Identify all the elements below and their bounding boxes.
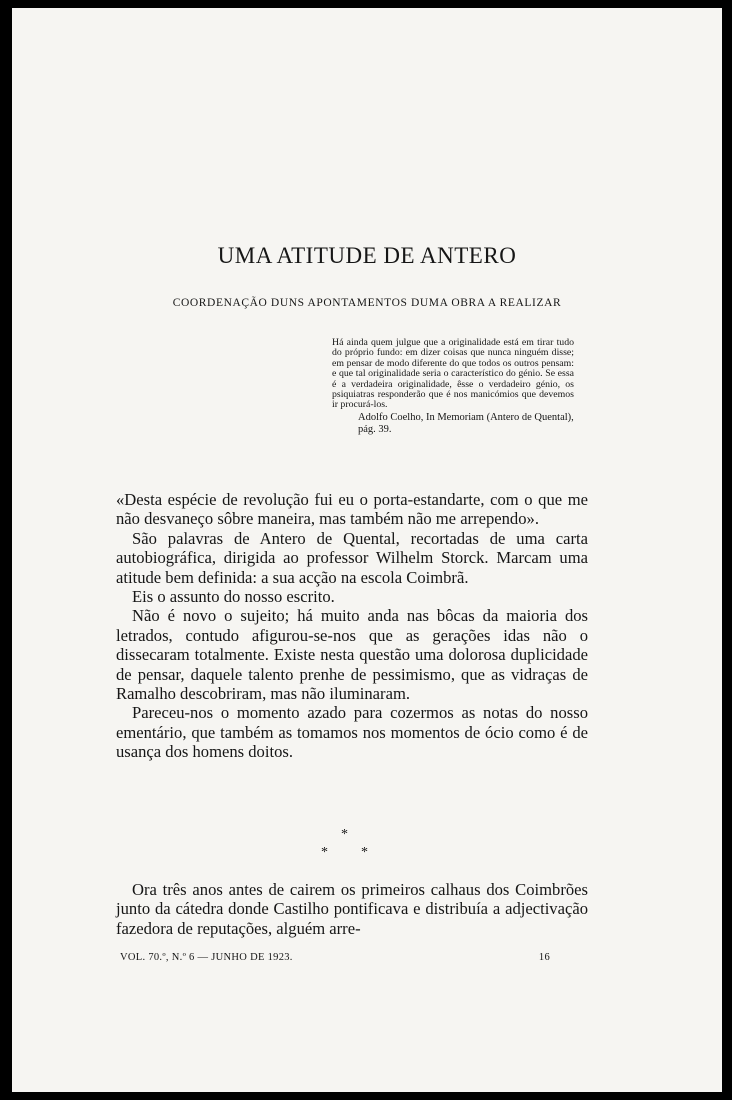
separator-star: *	[341, 827, 348, 842]
page-footer	[120, 951, 550, 965]
paragraph: São palavras de Antero de Quental, recortadas de uma carta autobiográfica, dirigida ao professor Wilhelm Storck. Marcam uma atitude bem definida: a sua acção na escola Coimbrã.	[116, 528, 588, 587]
section-separator	[317, 828, 377, 864]
paragraph: Ora três anos antes de cairem os primeiros calhaus dos Coimbrões junto da cátedra donde Castilho pontificava e distribuía a adjectivação fazedora de reputações, alguém arre-	[116, 880, 588, 938]
paragraph: Eis o assunto do nosso escrito.	[132, 587, 335, 607]
paragraph: Pareceu-nos o momento azado para cozermos as notas do nosso ementário, que também as tomamos nos momentos de ócio como é de usança dos homens doitos.	[116, 703, 588, 762]
page-number: 16	[538, 952, 550, 963]
epigraph-attribution: Adolfo Coelho, In Memoriam (Antero de Quental), pág. 39.	[358, 411, 574, 435]
article-body-continuation	[116, 880, 588, 938]
page-sheet	[12, 8, 722, 1092]
volume-info: VOL. 70.º, N.º 6 — JUNHO DE 1923.	[120, 952, 293, 963]
separator-star: *	[321, 845, 328, 860]
paragraph: Não é novo o sujeito; há muito anda nas bôcas da maioria dos letrados, contudo afigurou-se-nos que as gerações idas não o dissecaram totalmente. Existe nesta questão uma dolorosa duplicidade de pensar, daquele talento prenhe de pessimismo, que as vidraças de Ramalho descobriram, mas não iluminaram.	[116, 606, 588, 704]
article-body	[116, 490, 588, 762]
epigraph	[332, 338, 574, 436]
separator-star: *	[361, 845, 368, 860]
paragraph-quote: «Desta espécie de revolução fui eu o porta-estandarte, com o que me não desvaneço sôbre maneira, mas também não me arrependo».	[116, 490, 588, 529]
epigraph-text: Há ainda quem julgue que a originalidade está em tirar tudo do próprio fundo: em dizer coisas que nunca ninguém disse; em pensar de modo diferente do que todos os outros pensam: e que tal originalidade seria o característico do génio. Se essa é a verdadeira originalidade, êsse o verdadeiro génio, os psiquiatras responderão que é nos manicómios que devemos ir procurá-los.	[332, 337, 574, 411]
article-title: UMA ATITUDE DE ANTERO	[217, 243, 517, 268]
article-subtitle: COORDENAÇÃO DUNS APONTAMENTOS DUMA OBRA A REALIZAR	[172, 297, 562, 309]
